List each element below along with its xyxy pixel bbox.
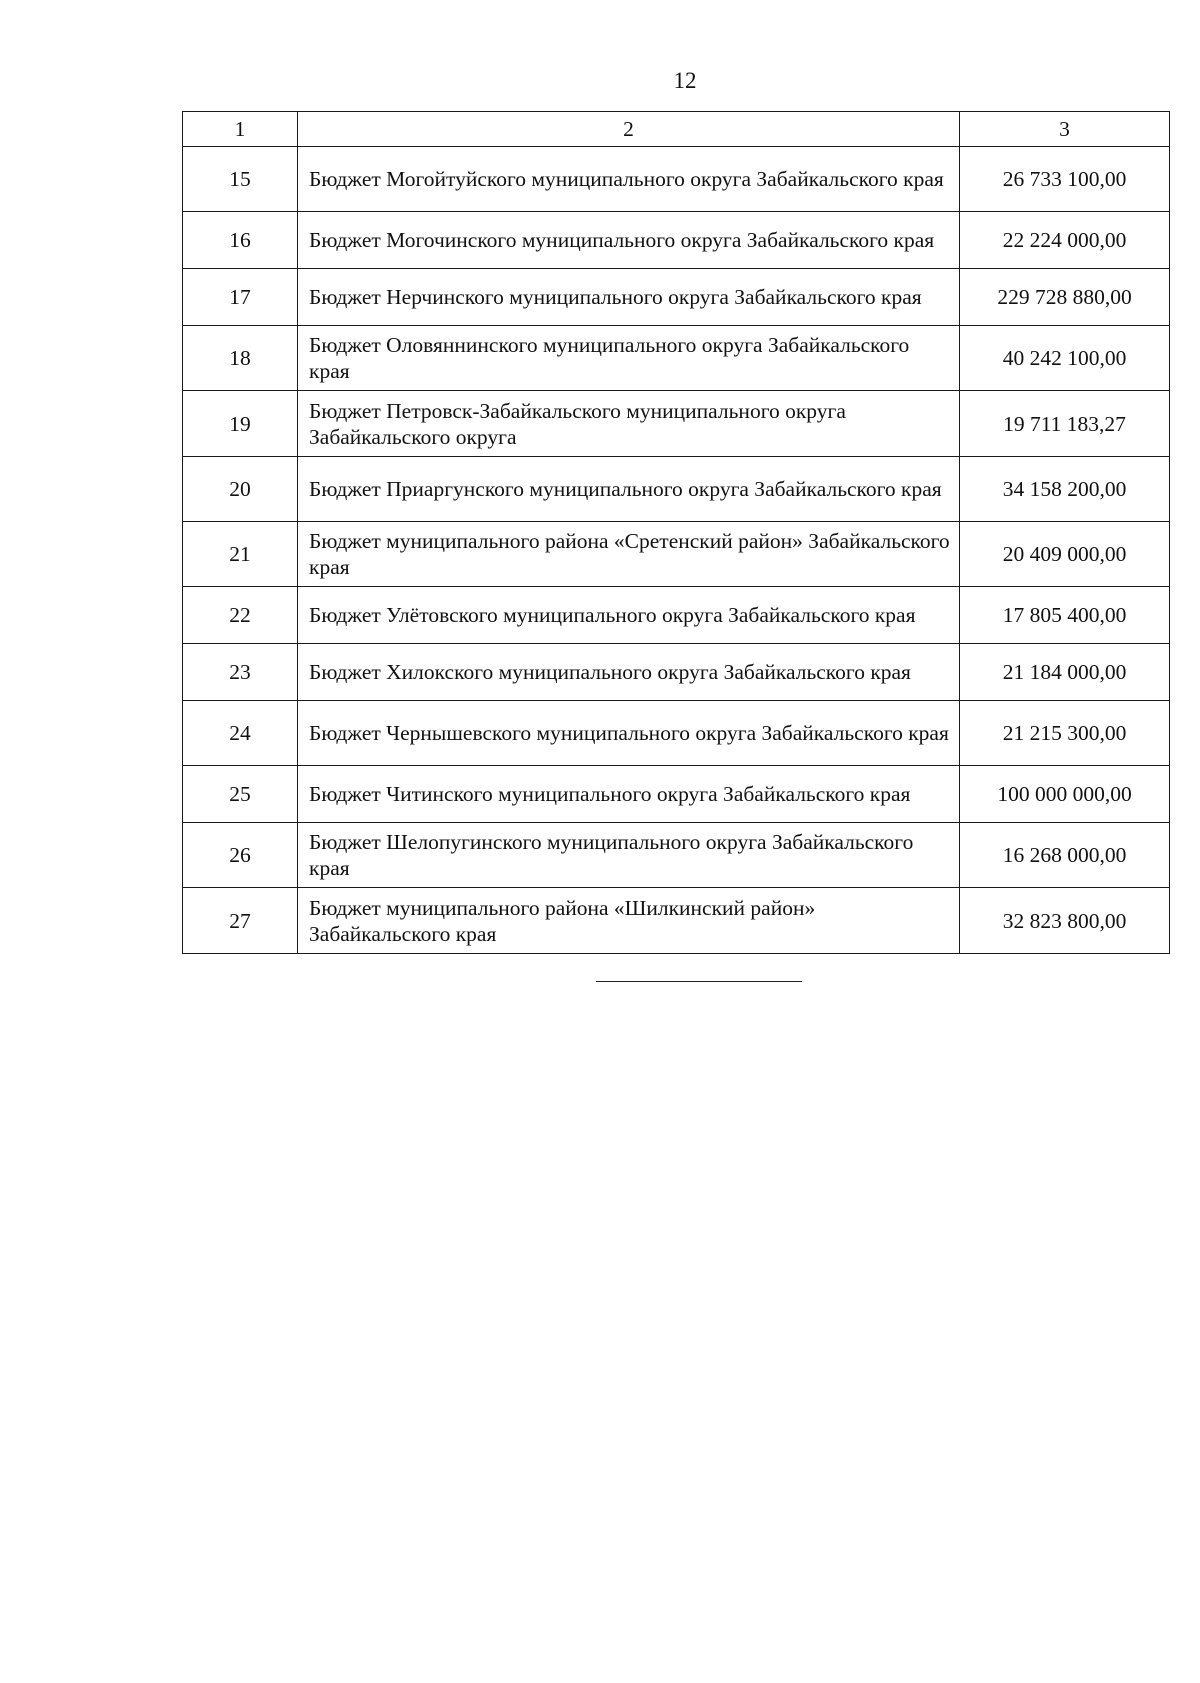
budget-name: Бюджет Петровск-Забайкальского муниципального округа Забайкальского округа [298,391,960,457]
table-row [183,391,1170,457]
table-row [183,147,1170,212]
budget-name: Бюджет Могочинского муниципального округа Забайкальского края [298,212,960,269]
table-row [183,766,1170,823]
budget-amount: 16 268 000,00 [960,823,1170,888]
budget-amount: 34 158 200,00 [960,457,1170,522]
table-row [183,457,1170,522]
table-row [183,326,1170,391]
table-row [183,823,1170,888]
budget-name: Бюджет Могойтуйского муниципального округа Забайкальского края [298,147,960,212]
table-row [183,269,1170,326]
budget-amount: 20 409 000,00 [960,522,1170,587]
budget-name: Бюджет Хилокского муниципального округа Забайкальского края [298,644,960,701]
budget-name: Бюджет муниципального района «Сретенский район» Забайкальского края [298,522,960,587]
budget-amount: 21 215 300,00 [960,701,1170,766]
row-number: 21 [183,522,298,587]
budget-name: Бюджет Оловяннинского муниципального округа Забайкальского края [298,326,960,391]
table-row [183,701,1170,766]
row-number: 26 [183,823,298,888]
row-number: 17 [183,269,298,326]
row-number: 15 [183,147,298,212]
budget-amount: 22 224 000,00 [960,212,1170,269]
budget-amount: 100 000 000,00 [960,766,1170,823]
row-number: 20 [183,457,298,522]
budget-name: Бюджет Улётовского муниципального округа Забайкальского края [298,587,960,644]
budget-name: Бюджет Чернышевского муниципального округа Забайкальского края [298,701,960,766]
table-row [183,212,1170,269]
row-number: 24 [183,701,298,766]
budget-amount: 40 242 100,00 [960,326,1170,391]
page-number: 12 [673,68,697,93]
row-number: 23 [183,644,298,701]
budget-amount: 32 823 800,00 [960,888,1170,954]
row-number: 16 [183,212,298,269]
table-row [183,644,1170,701]
table-row [183,888,1170,954]
column-number-1: 1 [183,112,298,147]
column-number-3: 3 [960,112,1170,147]
budget-name: Бюджет Приаргунского муниципального округа Забайкальского края [298,457,960,522]
budget-amount: 19 711 183,27 [960,391,1170,457]
table-row [183,522,1170,587]
budget-name: Бюджет Шелопугинского муниципального округа Забайкальского края [298,823,960,888]
row-number: 27 [183,888,298,954]
row-number: 19 [183,391,298,457]
row-number: 25 [183,766,298,823]
column-number-2: 2 [298,112,960,147]
row-number: 22 [183,587,298,644]
budget-amount: 17 805 400,00 [960,587,1170,644]
budget-allocation-table [182,111,1170,954]
budget-amount: 229 728 880,00 [960,269,1170,326]
table-header-row [183,112,1170,147]
budget-name: Бюджет муниципального района «Шилкинский район» Забайкальского края [298,888,960,954]
budget-amount: 21 184 000,00 [960,644,1170,701]
budget-name: Бюджет Нерчинского муниципального округа Забайкальского края [298,269,960,326]
row-number: 18 [183,326,298,391]
budget-amount: 26 733 100,00 [960,147,1170,212]
budget-name: Бюджет Читинского муниципального округа Забайкальского края [298,766,960,823]
table-row [183,587,1170,644]
end-of-document-line [596,981,802,982]
